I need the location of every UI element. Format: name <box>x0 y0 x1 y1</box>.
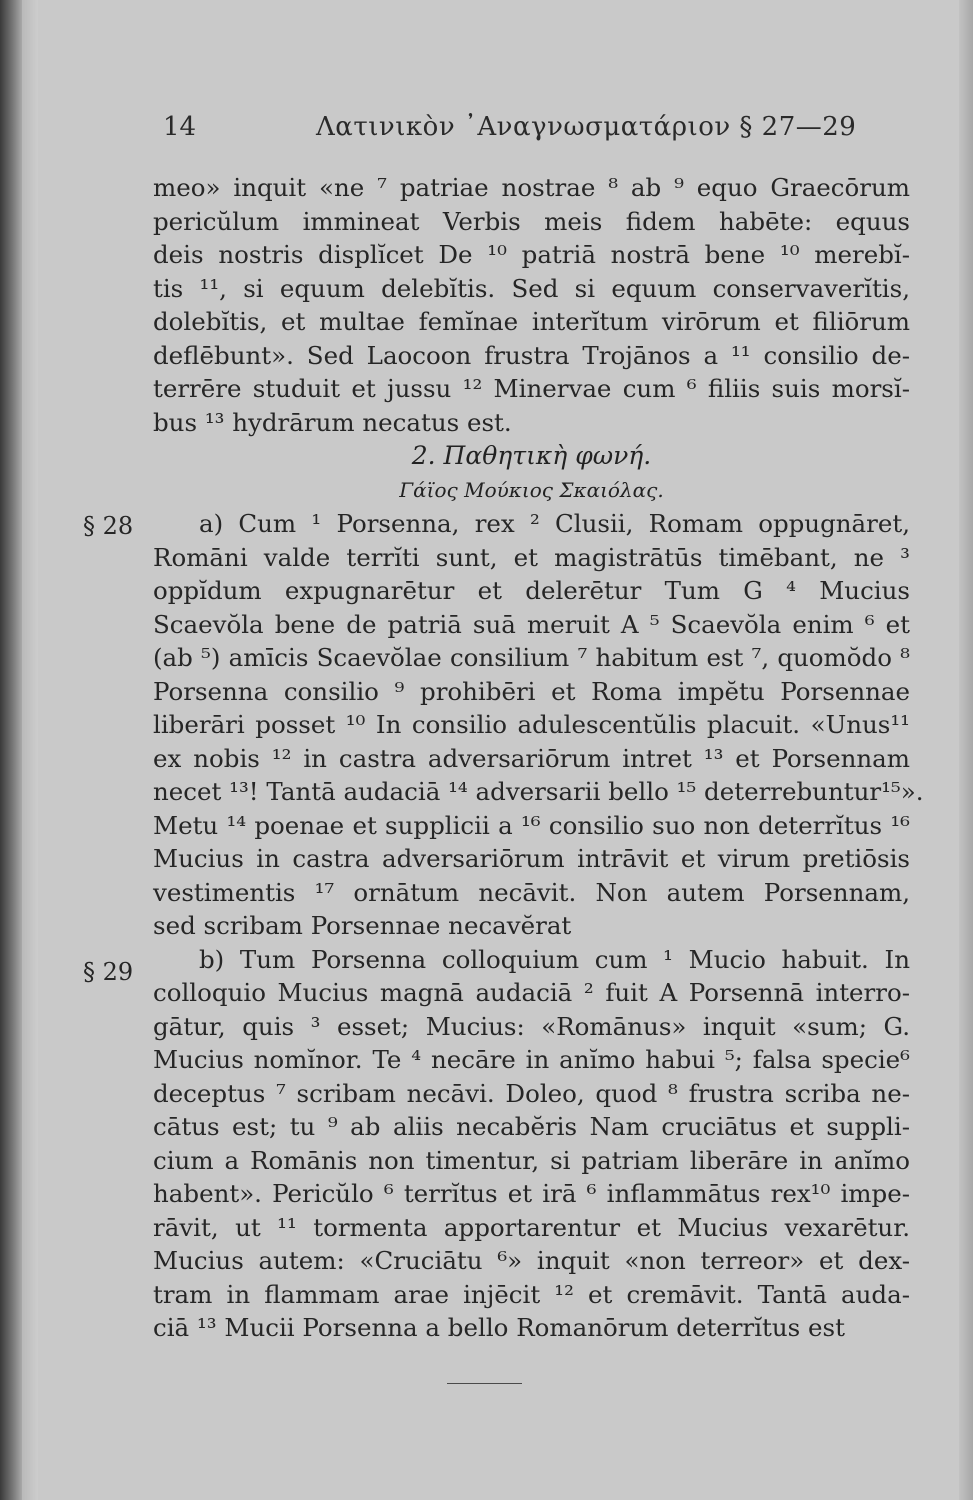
text-line: (ab ⁵) amīcis Scaevŏlae consilium ⁷ habitum est ⁷, quomŏdo ⁸ <box>153 643 910 672</box>
book-spine-shadow <box>0 0 22 1500</box>
text-line: meo» inquit «ne ⁷ patriae nostrae ⁸ ab ⁹ equo Graecōrum <box>153 173 910 202</box>
text-line: vestimentis ¹⁷ ornātum necāvit. Non autem Porsennam, <box>153 877 910 907</box>
text-line: necet ¹³! Tantā audaciā ¹⁴ adversarii bello ¹⁵ deterrebuntur¹⁵». <box>153 777 924 806</box>
section-mark-28: § 28 <box>83 512 134 540</box>
text-line: sed scribam Porsennae necavĕrat <box>153 911 572 940</box>
body-text <box>153 171 924 1345</box>
text-line: Mucius in castra adversariōrum intrāvit et virum pretiōsis <box>153 844 910 873</box>
text-line: cātus est; tu ⁹ ab aliis necabĕris Nam cruciātus et suppli- <box>153 1112 910 1141</box>
text-line: oppĭdum expugnarētur et delerētur Tum G ⁴ Mucius <box>153 576 910 605</box>
text-line: ex nobis ¹² in castra adversariōrum intret ¹³ et Porsennam <box>153 743 910 773</box>
section-subheading: Γάϊος Μούκιος Σκαιόλας. <box>399 478 664 502</box>
text-line: dolebĭtis, et multae femĭnae interĭtum virōrum et filiōrum <box>153 307 910 336</box>
section-mark-29: § 29 <box>83 958 134 986</box>
text-line: Romāni valde terrĭti sunt, et magistrātūs timēbant, ne ³ <box>153 542 910 572</box>
text-line: pericŭlum immineat Verbis meis fidem habēte: equus <box>153 206 910 236</box>
running-header <box>0 112 973 152</box>
page-number: 14 <box>163 112 197 142</box>
text-line: Porsenna consilio ⁹ prohibēri et Roma impĕtu Porsennae <box>153 676 910 706</box>
text-line: Mucius autem: «Cruciātu ⁶» inquit «non terreor» et dex- <box>153 1246 910 1275</box>
text-line: terrēre studuit et jussu ¹² Minervae cum ⁶ filiis suis morsĭ- <box>153 374 910 403</box>
text-line: deis nostris displĭcet De ¹⁰ patriā nostrā bene ¹⁰ merebĭ- <box>153 240 910 269</box>
text-line: ciā ¹³ Mucii Porsenna a bello Romanōrum deterrĭtus est <box>153 1313 845 1342</box>
text-line: Metu ¹⁴ poenae et supplicii a ¹⁶ consilio suo non deterrĭtus ¹⁶ <box>153 810 910 840</box>
text-line: gātur, quis ³ esset; Mucius: «Romānus» inquit «sum; G. <box>153 1011 910 1041</box>
text-line: rāvit, ut ¹¹ tormenta apportarentur et Mucius vexarētur. <box>153 1212 910 1242</box>
text-line: liberāri posset ¹⁰ In consilio adulescentŭlis placuit. «Unus¹¹ <box>153 710 910 739</box>
running-title: Λατινικὸν ᾿Αναγνωσματάριον § 27—29 <box>316 112 857 142</box>
text-line: bus ¹³ hydrārum necatus est. <box>153 407 512 437</box>
text-line: b) Tum Porsenna colloquium cum ¹ Mucio habuit. In <box>199 944 910 974</box>
page-outer-edge <box>959 0 973 1500</box>
text-line: Mucius nomĭnor. Te ⁴ necāre in anĭmo habui ⁵; falsa specie⁶ <box>153 1045 910 1074</box>
page-inner-margin <box>22 0 38 1500</box>
text-line: a) Cum ¹ Porsenna, rex ² Clusii, Romam oppugnāret, <box>199 509 910 538</box>
text-line: cium a Romānis non timentur, si patriam liberāre in anĭmo <box>153 1145 910 1175</box>
text-line: Scaevŏla bene de patriā suā meruit A ⁵ Scaevŏla enim ⁶ et <box>153 609 910 639</box>
section-heading: 2. Παθητικὴ φωνή. <box>411 441 652 470</box>
text-line: deceptus ⁷ scribam necāvi. Doleo, quod ⁸ frustra scriba ne- <box>153 1078 910 1108</box>
text-line: colloquio Mucius magnā audaciā ² fuit A Porsennā interro- <box>153 978 910 1007</box>
text-line: tis ¹¹, si equum delebĭtis. Sed si equum conservaverĭtis, <box>153 273 910 303</box>
end-rule <box>447 1383 522 1384</box>
text-line: tram in flammam arae injēcit ¹² et cremāvit. Tantā auda- <box>153 1279 910 1309</box>
text-line: habent». Pericŭlo ⁶ terrĭtus et irā ⁶ inflammātus rex¹⁰ impe- <box>153 1179 910 1208</box>
text-line: deflēbunt». Sed Laocoon frustra Trojānos a ¹¹ consilio de- <box>153 340 910 370</box>
